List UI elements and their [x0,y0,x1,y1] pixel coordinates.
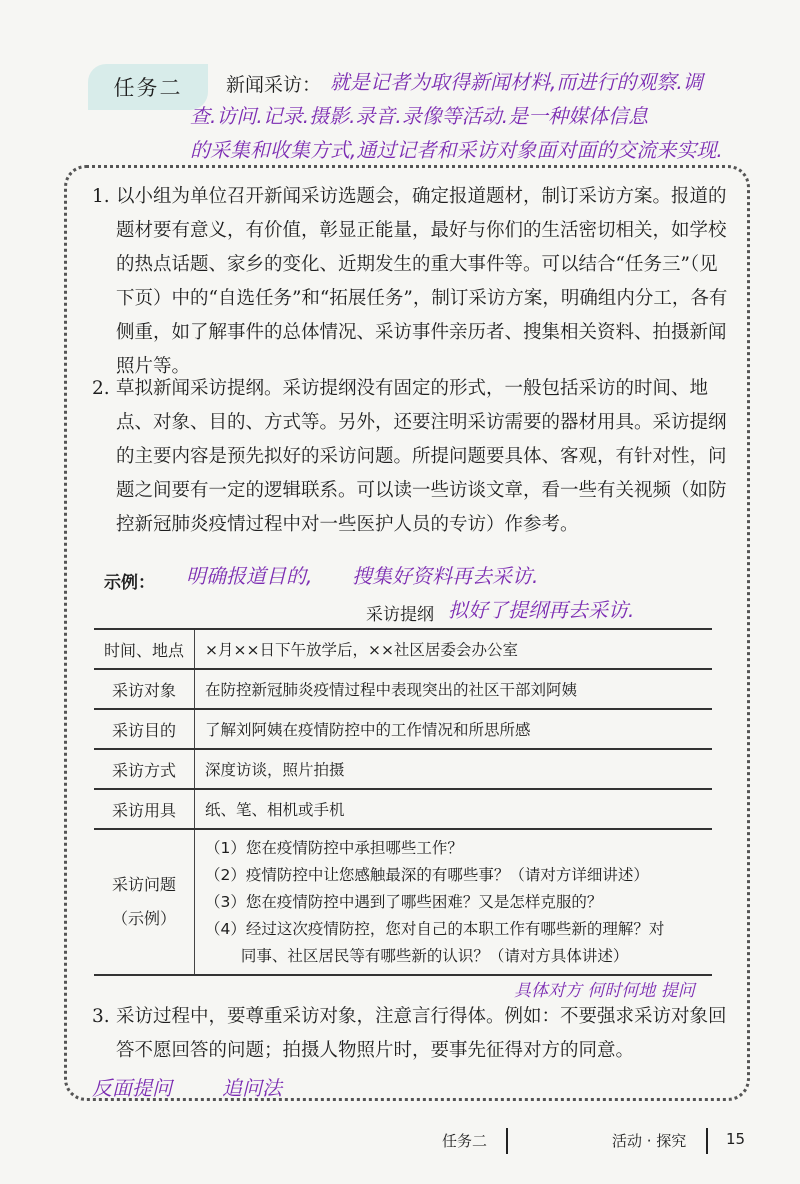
row-value: 纸、笔、相机或手机 [195,789,713,829]
task-tag: 任务二 [88,64,208,110]
handwritten-definition-line1: 就是记者为取得新闻材料,而进行的观察.调 [330,70,703,94]
step-3-text: 采访过程中，要尊重采访对象，注意言行得体。例如：不要强求采访对象回答不愿回答的问题；拍摄人物照片时，要事先征得对方的同意。 [116,1006,727,1061]
question-list [205,835,702,970]
row-value: 了解刘阿姨在疫情防控中的工作情况和所思所感 [195,709,713,749]
handwritten-footer-note2: 追问法 [222,1076,282,1100]
interview-outline-table [94,628,712,976]
step-2-text: 草拟新闻采访提纲。采访提纲没有固定的形式，一般包括采访的时间、地点、对象、目的、方式等。另外，还要注明采访需要的器材用具。采访提纲的主要内容是预先拟好的采访问题。所提问题要具体、客观，有针对性，问题之间要有一定的逻辑联系。可以读一些访谈文章，看一些有关视频（如防控新冠肺炎疫情过程中对一些医护人员的专访）作参考。 [116,378,727,535]
step-1-number: 1. [92,186,110,207]
step-1 [92,180,732,384]
table-title: 采访提纲 [366,605,434,625]
row-value: ×月××日下午放学后，××社区居委会办公室 [195,629,713,669]
step-3-number: 3. [92,1006,110,1027]
table-row [94,749,712,789]
row-key: 采访目的 [94,709,195,749]
table-row [94,669,712,709]
step-3 [92,1000,732,1068]
table-row [94,629,712,669]
row-key: 采访对象 [94,669,195,709]
footer-section: 任务二 [442,1132,488,1150]
footer-divider [706,1128,708,1154]
questions-cell [195,829,713,975]
table-row [94,789,712,829]
handwritten-definition-line2: 查.访问.记录.摄影.录音.录像等活动.是一种媒体信息 [190,104,649,128]
questions-key [94,829,195,975]
question-item: （4）经过这次疫情防控，您对自己的本职工作有哪些新的理解？对 [205,919,665,938]
handwritten-example-note1: 明确报道目的, [186,564,313,588]
footer-category: 活动 · 探究 [612,1132,687,1150]
question-item: （2）疫情防控中让您感触最深的有哪些事？（请对方详细讲述） [205,865,649,884]
questions-key-label: 采访问题 [111,875,176,894]
footer-divider [506,1128,508,1154]
handwritten-outline-note: 拟好了提纲再去采访. [448,598,635,622]
intro-label: 新闻采访： [226,74,322,96]
table-row [94,709,712,749]
row-key: 时间、地点 [94,629,195,669]
question-item: 同事、社区居民等有哪些新的认识？（请对方具体讲述） [205,946,629,965]
example-label: 示例： [104,573,155,593]
row-value: 在防控新冠肺炎疫情过程中表现突出的社区干部刘阿姨 [195,669,713,709]
step-2 [92,372,732,542]
questions-key-sub: （示例） [111,909,176,928]
handwritten-example-note2: 搜集好资料再去采访. [352,564,539,588]
question-item: （1）您在疫情防控中承担哪些工作？ [205,838,463,857]
question-item: （3）您在疫情防控中遇到了哪些困难？又是怎样克服的？ [205,892,603,911]
handwritten-question-note: 具体对方 何时何地 提问 [514,981,695,1001]
row-value: 深度访谈，照片拍摄 [195,749,713,789]
page-number: 15 [726,1130,746,1148]
table-row-questions [94,829,712,975]
step-2-number: 2. [92,378,110,399]
handwritten-footer-note1: 反面提问 [92,1076,172,1100]
step-1-text: 以小组为单位召开新闻采访选题会，确定报道题材，制订采访方案。报道的题材要有意义，有价值，彰显正能量，最好与你们的生活密切相关，如学校的热点话题、家乡的变化、近期发生的重大事件等。可以结合“任务三”（见下页）中的“自选任务”和“拓展任务”，制订采访方案，明确组内分工，各有侧重，如了解事件的总体情况、采访事件亲历者、搜集相关资料、拍摄新闻照片等。 [116,186,728,377]
row-key: 采访用具 [94,789,195,829]
handwritten-definition-line3: 的采集和收集方式,通过记者和采访对象面对面的交流来实现. [190,138,723,162]
row-key: 采访方式 [94,749,195,789]
